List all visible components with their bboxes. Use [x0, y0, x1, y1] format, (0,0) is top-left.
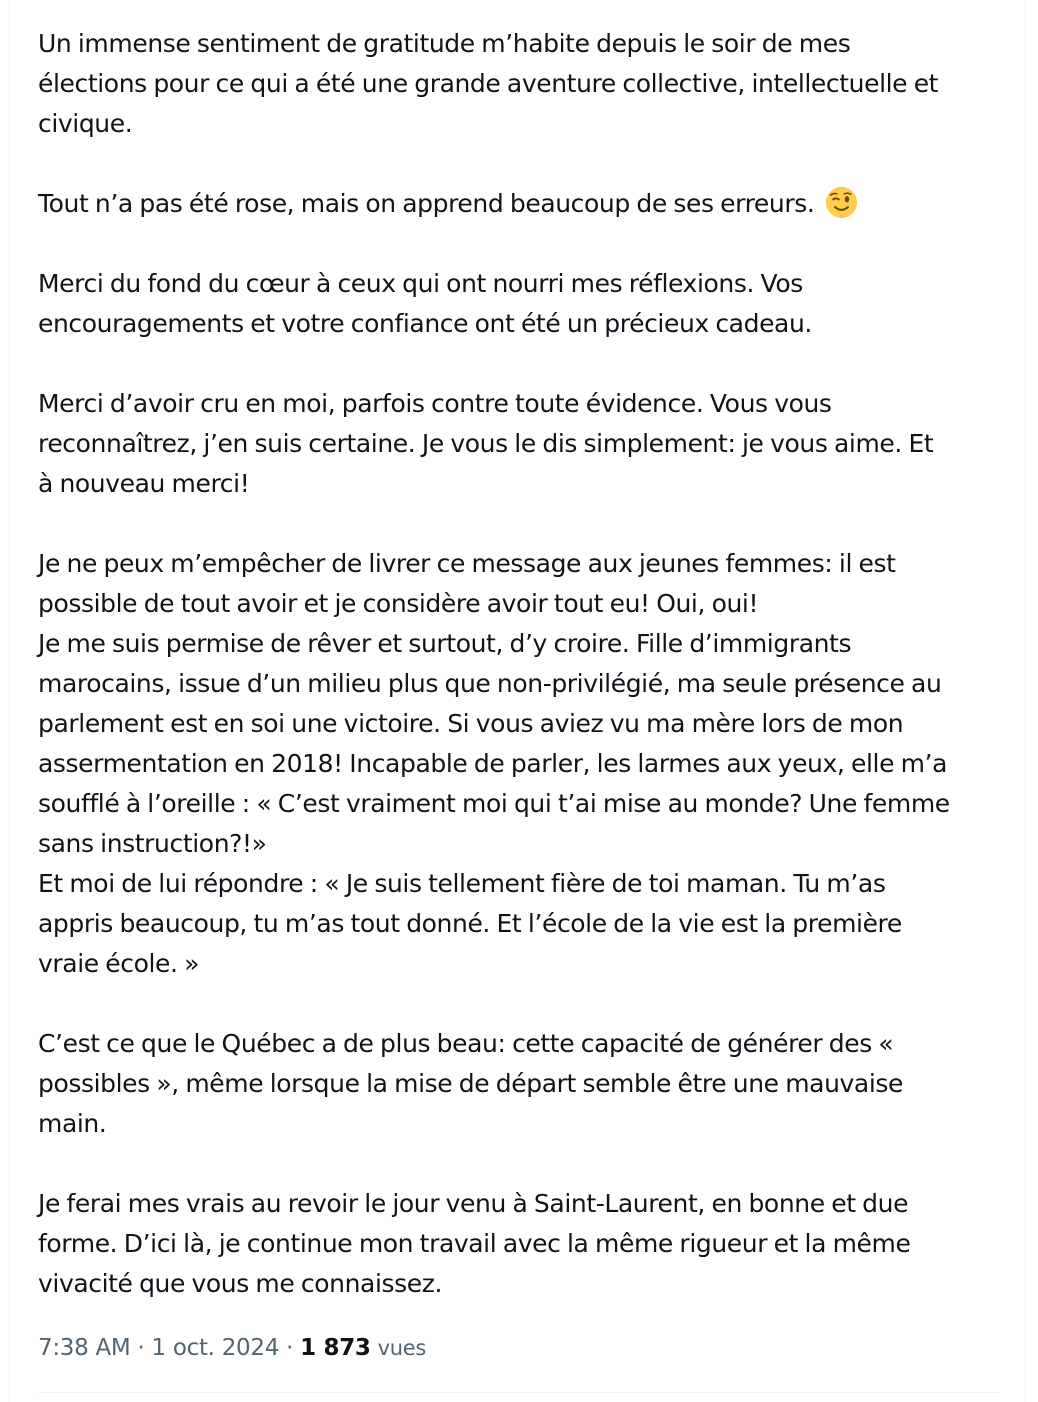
- winking-face-emoji-icon: [825, 186, 858, 219]
- views-label: vues: [377, 1336, 427, 1360]
- tweet-time: 7:38 AM: [38, 1335, 131, 1361]
- tweet-timestamp-link[interactable]: [38, 1335, 286, 1361]
- views-count: 1 873: [300, 1335, 371, 1361]
- text-line: Je ferai mes vrais au revoir le jour venu à Saint-Laurent, en bonne et due: [38, 1189, 909, 1218]
- text-line: Un immense sentiment de gratitude m’habite depuis le soir de mes: [38, 29, 851, 58]
- text-line: Merci d’avoir cru en moi, parfois contre toute évidence. Vous vous: [38, 389, 832, 418]
- text-line: Tout n’a pas été rose, mais on apprend beaucoup de ses erreurs.: [38, 189, 815, 218]
- text-line: parlement est en soi une victoire. Si vous aviez vu ma mère lors de mon: [38, 709, 904, 738]
- text-line: main.: [38, 1109, 107, 1138]
- text-line: Et moi de lui répondre : « Je suis tellement fière de toi maman. Tu m’as: [38, 869, 886, 898]
- tweet-paragraph-7: [38, 1184, 1004, 1304]
- text-line: possibles », même lorsque la mise de départ semble être une mauvaise: [38, 1069, 903, 1098]
- meta-separator: ·: [137, 1335, 145, 1361]
- text-line: appris beaucoup, tu m’as tout donné. Et l’école de la vie est la première: [38, 909, 902, 938]
- text-line: Je me suis permise de rêver et surtout, d’y croire. Fille d’immigrants: [38, 629, 852, 658]
- text-line: élections pour ce qui a été une grande aventure collective, intellectuelle et: [38, 69, 939, 98]
- tweet-date: 1 oct. 2024: [151, 1335, 280, 1361]
- tweet-paragraph-5: [38, 544, 1004, 984]
- text-line: C’est ce que le Québec a de plus beau: cette capacité de générer des «: [38, 1029, 894, 1058]
- tweet-text: [38, 24, 1004, 1304]
- divider: [38, 1392, 1000, 1393]
- text-line: Merci du fond du cœur à ceux qui ont nourri mes réflexions. Vos: [38, 269, 803, 298]
- text-line: marocains, issue d’un milieu plus que non-privilégié, ma seule présence au: [38, 669, 942, 698]
- tweet-meta: [38, 1330, 426, 1366]
- tweet-paragraph-6: [38, 1024, 1004, 1144]
- tweet-paragraph-1: [38, 24, 1004, 144]
- text-line: encouragements et votre confiance ont été un précieux cadeau.: [38, 309, 812, 338]
- text-line: civique.: [38, 109, 133, 138]
- text-line: Je ne peux m’empêcher de livrer ce message aux jeunes femmes: il est: [38, 549, 896, 578]
- text-line: forme. D’ici là, je continue mon travail avec la même rigueur et la même: [38, 1229, 911, 1258]
- tweet-card: [9, 0, 1026, 1402]
- text-line: assermentation en 2018! Incapable de parler, les larmes aux yeux, elle m’a: [38, 749, 948, 778]
- text-line: vivacité que vous me connaissez.: [38, 1269, 443, 1298]
- tweet-paragraph-3: [38, 264, 1004, 344]
- tweet-paragraph-4: [38, 384, 1004, 504]
- text-line: soufflé à l’oreille : « C’est vraiment moi qui t’ai mise au monde? Une femme: [38, 789, 950, 818]
- meta-separator: ·: [286, 1335, 294, 1361]
- text-line: vraie école. »: [38, 949, 200, 978]
- tweet-paragraph-2: [38, 184, 1004, 224]
- text-line: possible de tout avoir et je considère avoir tout eu! Oui, oui!: [38, 589, 759, 618]
- text-line: à nouveau merci!: [38, 469, 250, 498]
- text-line: reconnaîtrez, j’en suis certaine. Je vous le dis simplement: je vous aime. Et: [38, 429, 934, 458]
- text-line: sans instruction?!»: [38, 829, 267, 858]
